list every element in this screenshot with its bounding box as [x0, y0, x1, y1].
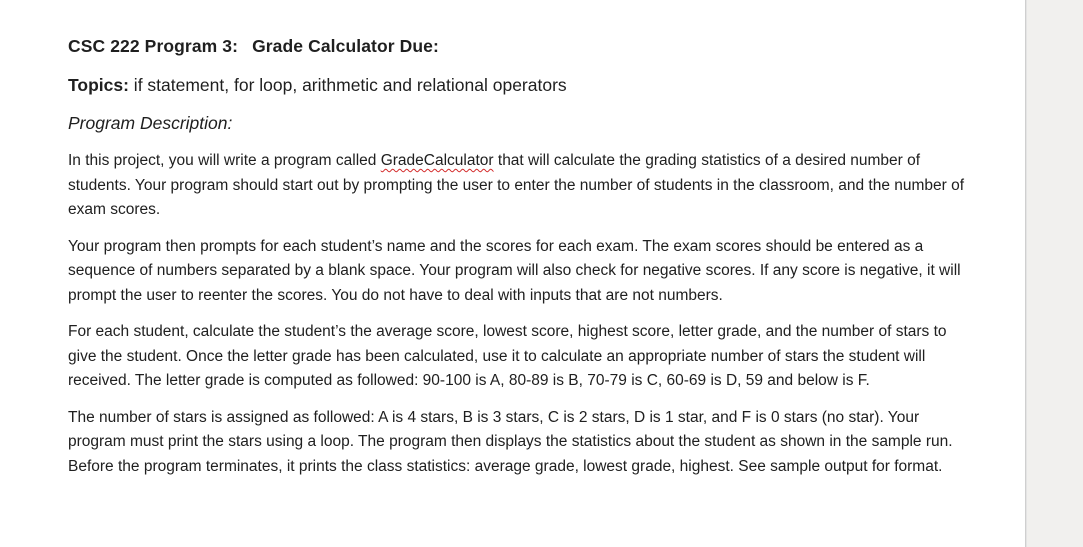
paragraph-1-start: In this project, you will write a program called — [68, 152, 381, 169]
right-gutter — [1027, 0, 1083, 547]
paragraph-4: The number of stars is assigned as followed: A is 4 stars, B is 3 stars, C is 2 stars, D is 1 star, and F is 0 stars (no star). Your program must print the stars using a loop. The program then displays the statistics about the student as shown in the sample run. Before the program terminates, it prints the class statistics: average grade, lowest grade, highest. See sample output for format. — [68, 408, 953, 475]
topics-label: Topics: — [68, 75, 129, 95]
topics-text: if statement, for loop, arithmetic and relational operators — [128, 75, 567, 95]
document-body — [68, 33, 968, 479]
paragraph-2: Your program then prompts for each student’s name and the scores for each exam. The exam scores should be entered as a sequence of numbers separated by a blank space. Your program will also check for negative scores. If any score is negative, it will prompt the user to reenter the scores. You do not have to deal with inputs that are not numbers. — [68, 237, 961, 304]
title-course: CSC 222 Program 3: — [68, 36, 239, 56]
document-title — [68, 33, 968, 59]
topics-line — [68, 72, 968, 98]
spellcheck-word[interactable]: GradeCalculator — [380, 152, 494, 169]
description-heading: Program Description: — [68, 113, 233, 133]
paragraph-1 — [68, 149, 968, 223]
paragraph-1-end: that will calculate the grading statistics of a desired number of students. Your program should start out by prompting the user to enter the number of students in the classroom, and the number of exam scores. — [68, 152, 965, 218]
title-subject: Grade Calculator Due: — [252, 36, 439, 56]
paragraph-3: For each student, calculate the student’s the average score, lowest score, highest score, letter grade, and the number of stars to give the student. Once the letter grade has been calculated, use it to calculate an appropriate number of stars the student will received. The letter grade is computed as followed: 90-100 is A, 80-89 is B, 70-79 is C, 60-69 is D, 59 and below is F. — [68, 323, 947, 389]
